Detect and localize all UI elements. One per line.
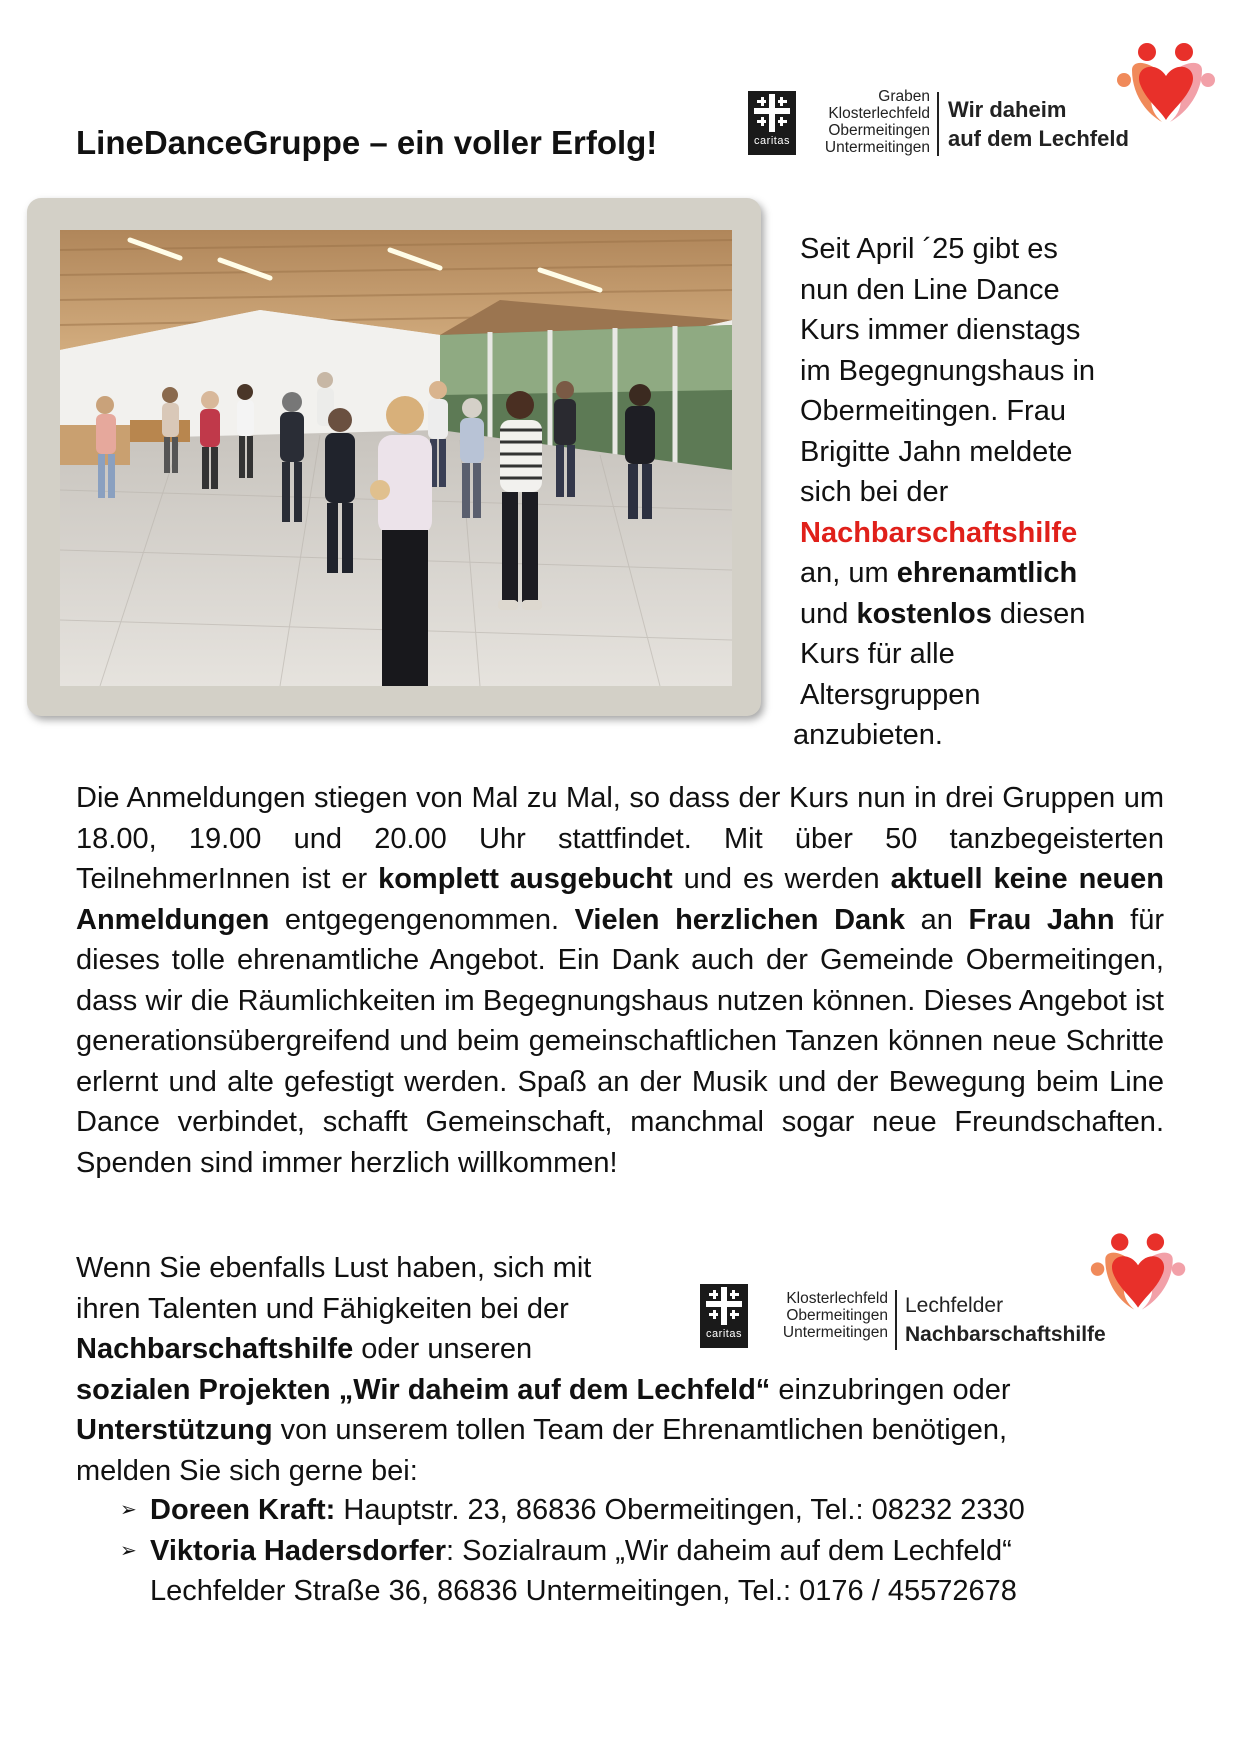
cta-text-run: einzubringen oder xyxy=(770,1373,1011,1406)
place-name: Klosterlechfeld xyxy=(828,105,930,122)
contact-item xyxy=(120,1531,1025,1612)
intro-line: Kurs immer dienstags xyxy=(800,314,1081,346)
place-name: Untermeitingen xyxy=(824,139,930,156)
text-run: für dieses tolle ehrenamtliche Angebot. Ein Dank auch der Gemeinde Obermeitingen, dass wir die Räumlichkeiten im Begegnungshaus nutzen können. Dieses Angebot ist generationsübergreifend und beim gemeinschaftlichen Tanzen können neue Schritte erlernt und alte gefestigt werden. Spaß an der Musik und der Bewegung beim Line Dance verbindet, schafft Gemeinschaft, manchmal sogar neue Freundschaften. Spenden sind immer herzlich willkommen! xyxy=(76,903,1164,1179)
intro-text xyxy=(793,229,1200,756)
line-dance-photo xyxy=(60,230,732,686)
cta-bold-run: sozialen Projekten „Wir daheim auf dem Lechfeld“ xyxy=(76,1373,771,1406)
intro-line: Brigitte Jahn meldete xyxy=(800,435,1073,468)
brand-line-2: auf dem Lechfeld xyxy=(948,126,1129,151)
intro-line: Obermeitingen. Frau xyxy=(800,395,1066,427)
text-run: an xyxy=(905,903,969,936)
logo2-line-1: Lechfelder xyxy=(905,1294,1004,1317)
contact-info: : Sozialraum „Wir daheim auf dem Lechfeld“ xyxy=(446,1534,1012,1567)
brand-line-1: Wir daheim xyxy=(948,97,1067,122)
place-name: Klosterlechfeld xyxy=(786,1290,888,1307)
logo-divider xyxy=(937,92,939,156)
hearts-people-icon xyxy=(1086,1230,1192,1312)
contact-address: Lechfelder Straße 36, 86836 Untermeitingen, Tel.: 0176 / 45572678 xyxy=(150,1575,1017,1607)
hearts-people-icon xyxy=(1112,40,1222,124)
brand-wordmark xyxy=(948,95,1129,153)
caritas-caption: caritas xyxy=(754,135,790,147)
intro-text-run: an, um xyxy=(800,557,897,589)
intro-line: Seit April ´25 gibt es xyxy=(800,233,1058,265)
caritas-cross-icon xyxy=(704,1284,744,1328)
bold-run: komplett ausgebucht xyxy=(378,863,673,895)
logo-places xyxy=(806,88,930,156)
intro-line: nun den Line Dance xyxy=(800,273,1060,306)
bold-run: aktuell keine neuen Anmeldungen xyxy=(76,863,1164,936)
intro-bold-run: kostenlos xyxy=(856,597,992,630)
logo2-places xyxy=(760,1290,888,1341)
cta-line xyxy=(76,1370,1176,1411)
intro-text-run: diesen xyxy=(991,597,1086,630)
place-name: Untermeitingen xyxy=(782,1324,888,1341)
intro-line xyxy=(800,553,1200,594)
cta-line: Wenn Sie ebenfalls Lust haben, sich mit xyxy=(76,1252,592,1284)
contact-item xyxy=(120,1490,1025,1531)
cta-bold-run: Unterstützung xyxy=(76,1414,273,1446)
place-name: Obermeitingen xyxy=(786,1307,888,1324)
main-paragraph xyxy=(76,778,1164,1183)
place-name: Obermeitingen xyxy=(828,122,930,139)
text-run: und es werden xyxy=(672,863,891,895)
intro-line xyxy=(800,594,1200,635)
contact-info: Hauptstr. 23, 86836 Obermeitingen, Tel.: 08232 2330 xyxy=(335,1494,1025,1526)
text-run: Die Anmeldungen stiegen von Mal zu Mal, so dass der Kurs nun in drei Gruppen um 18.00, 19.00 und 20.00 Uhr stattfindet. Mit über 50 tanzbegeisterten TeilnehmerInnen ist er xyxy=(76,782,1164,895)
arrow-bullet-icon: ➢ xyxy=(120,1539,137,1562)
cta-text-run: von unserem tollen Team der Ehrenamtlichen benötigen, xyxy=(272,1414,1008,1446)
intro-line: im Begegnungshaus in xyxy=(800,354,1096,387)
intro-text-run: und xyxy=(800,597,857,630)
intro-line: anzubieten. xyxy=(793,719,943,751)
contact-name: Doreen Kraft: xyxy=(150,1494,336,1526)
logo2-divider xyxy=(895,1290,897,1350)
place-name: Graben xyxy=(878,88,930,105)
intro-line: Altersgruppen xyxy=(800,678,981,711)
caritas-logo xyxy=(748,91,796,155)
intro-line: Kurs für alle xyxy=(800,638,955,670)
contact-name: Viktoria Hadersdorfer xyxy=(150,1534,447,1567)
text-run: entgegengenommen. xyxy=(269,903,575,936)
contact-list xyxy=(120,1490,1025,1612)
intro-highlight: Nachbarschaftshilfe xyxy=(800,516,1078,549)
cta-line: melden Sie sich gerne bei: xyxy=(76,1454,418,1487)
bold-run: Frau Jahn xyxy=(968,903,1115,936)
caritas-cross-icon xyxy=(752,91,792,135)
logo2-wordmark xyxy=(905,1291,1106,1349)
page-title: LineDanceGruppe – ein voller Erfolg! xyxy=(76,124,658,161)
caritas-logo-2 xyxy=(700,1284,748,1348)
cta-text-run: oder unseren xyxy=(353,1333,533,1365)
arrow-bullet-icon: ➢ xyxy=(120,1499,137,1521)
bold-run: Vielen herzlichen Dank xyxy=(574,903,906,936)
logo2-line-2: Nachbarschaftshilfe xyxy=(905,1323,1106,1346)
cta-line xyxy=(76,1410,1176,1451)
intro-line: sich bei der xyxy=(800,476,949,508)
cta-bold-run: Nachbarschaftshilfe xyxy=(76,1333,354,1365)
caritas-caption: caritas xyxy=(706,1328,742,1340)
call-to-action xyxy=(76,1248,1176,1491)
intro-bold-run: ehrenamtlich xyxy=(896,557,1078,589)
cta-line: ihren Talenten und Fähigkeiten bei der xyxy=(76,1292,569,1325)
